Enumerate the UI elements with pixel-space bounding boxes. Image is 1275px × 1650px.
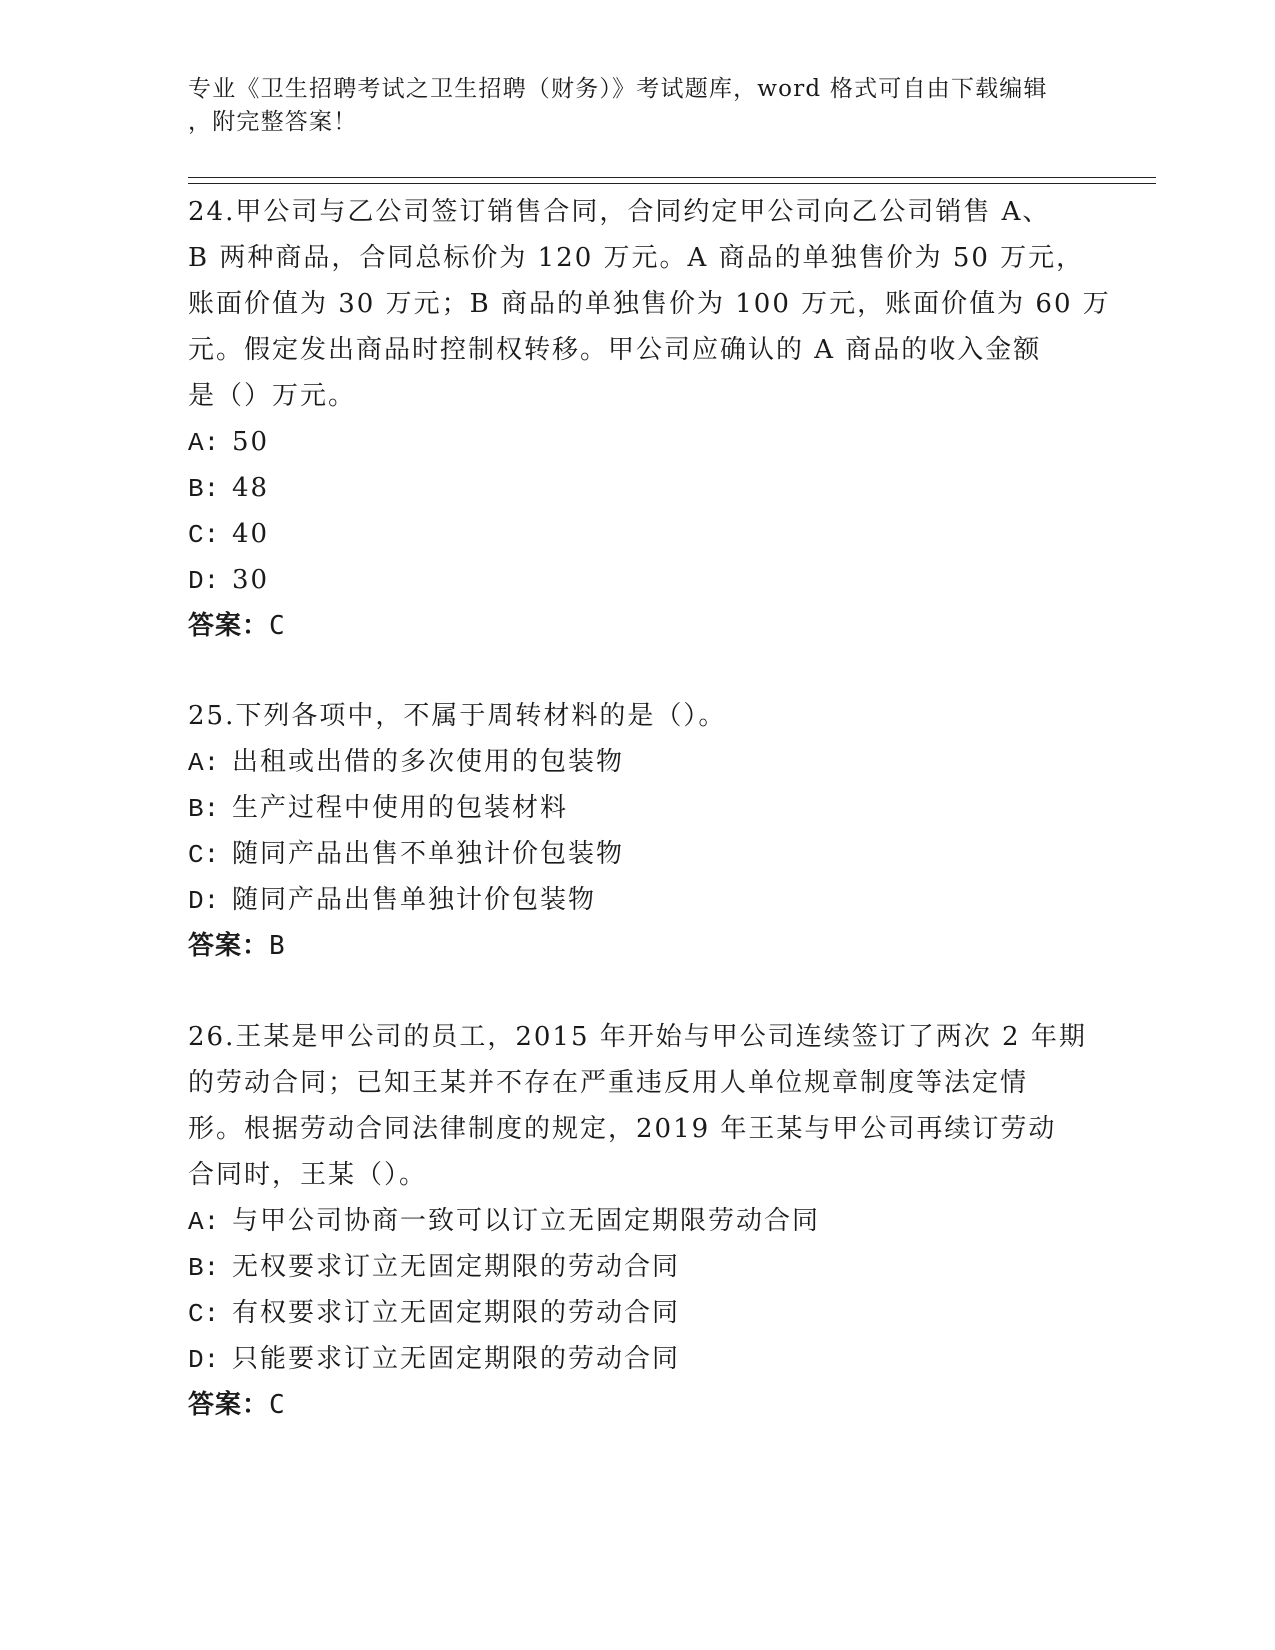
option-b bbox=[188, 785, 1088, 831]
answer-value: C bbox=[269, 1390, 286, 1420]
header-divider-top bbox=[188, 177, 1156, 178]
option-label: D: bbox=[188, 886, 220, 916]
option-text: 生产过程中使用的包装材料 bbox=[232, 793, 569, 823]
answer-value: C bbox=[269, 611, 286, 641]
option-a bbox=[188, 419, 1088, 465]
option-text: 只能要求订立无固定期限的劳动合同 bbox=[232, 1344, 681, 1374]
option-b bbox=[188, 1244, 1088, 1290]
answer-label: 答案： bbox=[188, 931, 270, 961]
answer-line bbox=[188, 923, 1088, 969]
option-label: C: bbox=[188, 1299, 220, 1329]
question-26 bbox=[188, 1014, 1088, 1428]
question-text-line: 形。根据劳动合同法律制度的规定，2019 年王某与甲公司再续订劳动 bbox=[188, 1114, 1057, 1144]
option-label: A: bbox=[188, 428, 220, 458]
option-label: C: bbox=[188, 840, 220, 870]
question-text-line: 26.王某是甲公司的员工，2015 年开始与甲公司连续签订了两次 2 年期 bbox=[188, 1022, 1087, 1052]
option-c bbox=[188, 1290, 1088, 1336]
option-d bbox=[188, 557, 1088, 603]
document-header bbox=[188, 73, 1078, 139]
header-divider-bottom bbox=[188, 183, 1156, 184]
option-label: A: bbox=[188, 748, 220, 778]
answer-label: 答案： bbox=[188, 611, 270, 641]
question-25 bbox=[188, 693, 1088, 969]
option-d bbox=[188, 1336, 1088, 1382]
option-text: 随同产品出售不单独计价包装物 bbox=[232, 839, 625, 869]
option-label: B: bbox=[188, 1253, 220, 1283]
option-text: 出租或出借的多次使用的包装物 bbox=[232, 747, 625, 777]
option-text: 50 bbox=[232, 427, 270, 457]
answer-line bbox=[188, 1382, 1088, 1428]
question-text-line: 25.下列各项中，不属于周转材料的是（）。 bbox=[188, 701, 727, 731]
option-label: A: bbox=[188, 1207, 220, 1237]
answer-line bbox=[188, 603, 1088, 649]
header-line-2: ，附完整答案！ bbox=[188, 109, 358, 135]
question-text-line: 账面价值为 30 万元；B 商品的单独售价为 100 万元，账面价值为 60 万 bbox=[188, 289, 1111, 319]
option-label: D: bbox=[188, 566, 220, 596]
option-a bbox=[188, 739, 1088, 785]
option-b bbox=[188, 465, 1088, 511]
option-text: 有权要求订立无固定期限的劳动合同 bbox=[232, 1298, 681, 1328]
question-text-line: 元。假定发出商品时控制权转移。甲公司应确认的 A 商品的收入金额 bbox=[188, 335, 1042, 365]
option-text: 与甲公司协商一致可以订立无固定期限劳动合同 bbox=[232, 1206, 821, 1236]
option-label: B: bbox=[188, 794, 220, 824]
option-text: 48 bbox=[232, 473, 270, 503]
answer-label: 答案： bbox=[188, 1390, 270, 1420]
answer-value: B bbox=[269, 931, 286, 961]
option-label: B: bbox=[188, 474, 220, 504]
option-c bbox=[188, 831, 1088, 877]
option-text: 30 bbox=[232, 565, 270, 595]
option-label: C: bbox=[188, 520, 220, 550]
option-label: D: bbox=[188, 1345, 220, 1375]
option-text: 40 bbox=[232, 519, 270, 549]
question-24 bbox=[188, 189, 1111, 649]
question-text-line: B 两种商品，合同总标价为 120 万元。A 商品的单独售价为 50 万元， bbox=[188, 243, 1085, 273]
option-text: 随同产品出售单独计价包装物 bbox=[232, 885, 597, 915]
question-text-line: 的劳动合同；已知王某并不存在严重违反用人单位规章制度等法定情 bbox=[188, 1068, 1029, 1098]
header-line-1: 专业《卫生招聘考试之卫生招聘（财务）》考试题库，word 格式可自由下载编辑 bbox=[188, 76, 1048, 102]
option-a bbox=[188, 1198, 1088, 1244]
question-text-line: 24.甲公司与乙公司签订销售合同，合同约定甲公司向乙公司销售 A、 bbox=[188, 197, 1051, 227]
question-text-line: 是（）万元。 bbox=[188, 381, 357, 411]
option-d bbox=[188, 877, 1088, 923]
option-c bbox=[188, 511, 1088, 557]
option-text: 无权要求订立无固定期限的劳动合同 bbox=[232, 1252, 681, 1282]
question-text-line: 合同时，王某（）。 bbox=[188, 1160, 428, 1190]
